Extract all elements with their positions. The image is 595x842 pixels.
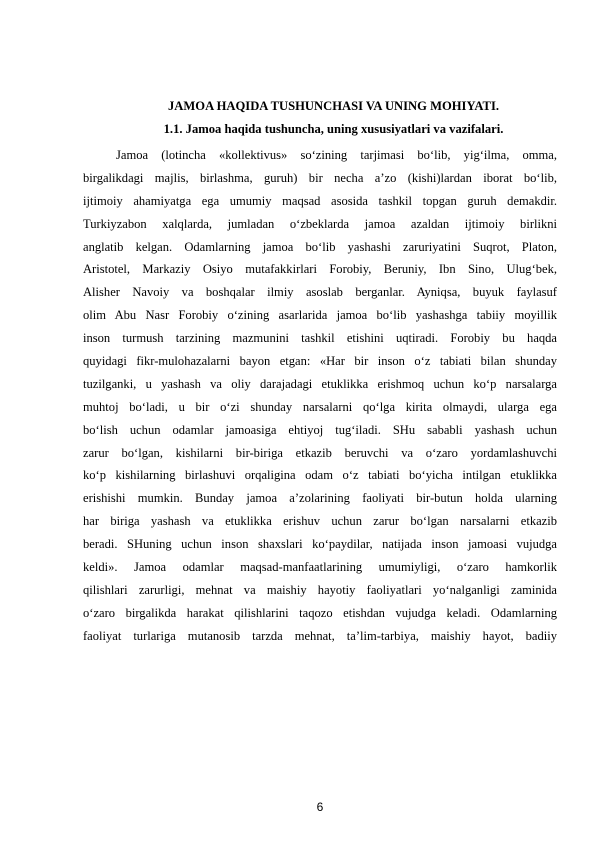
paragraph-line: keldi». Jamoa odamlar maqsad-manfaatlarining umumiyligi, o‘zaro hamkorlik xyxy=(83,560,557,575)
paragraph-line: Alisher Navoiy va boshqalar ilmiy asoslab berganlar. Ayniqsa, buyuk faylasuf xyxy=(83,285,557,300)
paragraph-line: ko‘p kishilarning birlashuvi orqaligina odam o‘z tabiati bo‘yicha intilgan etuklikka xyxy=(83,468,557,483)
paragraph-line: erishishi mumkin. Bunday jamoa a’zolarining faoliyati bir-butun holda ularning xyxy=(83,491,557,506)
paragraph-line: faoliyat turlariga mutanosib tarzda mehnat, ta’lim-tarbiya, maishiy hayot, badiiy xyxy=(83,628,557,643)
paragraph-line: beradi. SHuning uchun inson shaxslari ko‘paydilar, natijada inson jamoasi vujudga xyxy=(83,537,557,552)
body-paragraph xyxy=(83,144,557,648)
subsection-title: 1.1. Jamoa haqida tushuncha, uning xususiyatlari va vazifalari. xyxy=(163,122,504,136)
paragraph-line: Jamoa (lotincha «kollektivus» so‘zining tarjimasi bo‘lib, yig‘ilma, omma, xyxy=(116,148,557,162)
paragraph-line: birgalikdagi majlis, birlashma, guruh) bir necha a’zo (kishi)lardan iborat bo‘lib, xyxy=(83,170,557,185)
paragraph-line: olim Abu Nasr Forobiy o‘zining asarlarida jamoa bo‘lib yashashga tabiiy moyillik xyxy=(83,308,557,323)
paragraph-line: zarur bo‘lgan, kishilarni bir-biriga etkazib beruvchi va o‘zaro yordamlashuvchi xyxy=(83,445,557,460)
paragraph-line: Aristotel, Markaziy Osiyo mutafakkirlari Forobiy, Beruniy, Ibn Sino, Ulug‘bek, xyxy=(83,262,557,277)
paragraph-line: tuzilganki, u yashash va oliy darajadagi etuklikka erishmoq uchun ko‘p narsalarga xyxy=(83,376,557,391)
paragraph-line: quyidagi fikr-mulohazalarni bayon etgan: «Har bir inson o‘z tabiati bilan shunday xyxy=(83,354,557,369)
section-title: JAMOA HAQIDA TUSHUNCHASI VA UNING MOHIYATI. xyxy=(168,99,499,113)
paragraph-line: bo‘lish uchun odamlar jamoasiga ehtiyoj tug‘iladi. SHu sababli yashash uchun xyxy=(83,422,557,437)
paragraph-line: anglatib kelgan. Odamlarning jamoa bo‘lib yashashi zaruriyatini Suqrot, Platon, xyxy=(83,239,557,254)
paragraph-line: inson turmush tarzining mazmunini tashkil etishini uqtiradi. Forobiy bu haqda xyxy=(83,331,557,346)
paragraph-line: muhtoj bo‘ladi, u bir o‘zi shunday narsalarni qo‘lga kirita olmaydi, ularga ega xyxy=(83,399,557,414)
paragraph-line: qilishlari zarurligi, mehnat va maishiy hayotiy faoliyatlari yo‘nalganligi zaminida xyxy=(83,582,557,597)
paragraph-line: ijtimoiy ahamiyatga ega umumiy maqsad asosida tashkil topgan guruh demakdir. xyxy=(83,193,557,208)
paragraph-line: Turkiyzabon xalqlarda, jumladan o‘zbeklarda jamoa azaldan ijtimoiy birlikni xyxy=(83,216,557,231)
page-number: 6 xyxy=(316,800,324,814)
paragraph-line: o‘zaro birgalikda harakat qilishlarini taqozo etishdan vujudga keladi. Odamlarning xyxy=(83,605,557,620)
paragraph-line: har biriga yashash va etuklikka erishuv uchun zarur bo‘lgan narsalarni etkazib xyxy=(83,514,557,529)
